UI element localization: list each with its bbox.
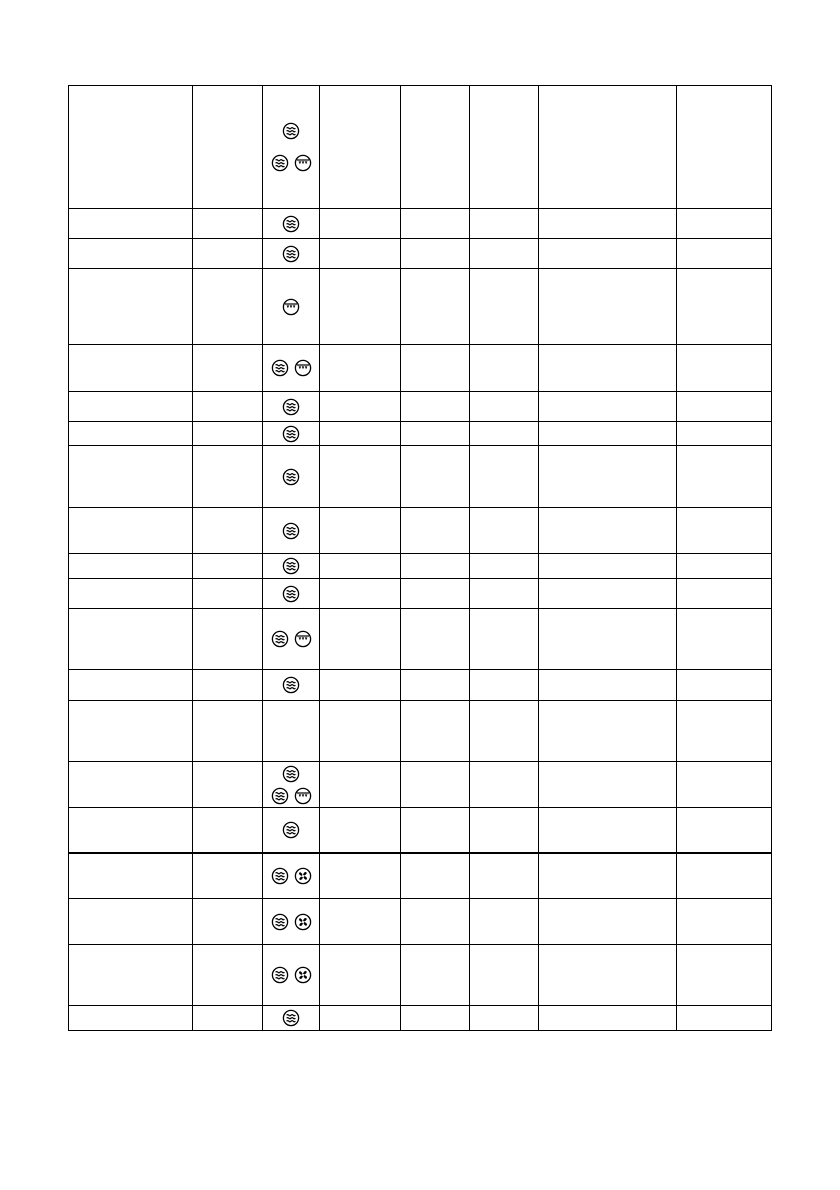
table-cell bbox=[539, 269, 677, 345]
mode-icon-group bbox=[263, 298, 319, 316]
mode-icon-group bbox=[263, 966, 319, 984]
mode-icon-line bbox=[282, 765, 300, 783]
mode-icon-cell bbox=[263, 392, 320, 422]
table-cell bbox=[677, 508, 772, 554]
table-cell bbox=[539, 86, 677, 209]
table-cell bbox=[401, 446, 470, 508]
steam-heat-icon bbox=[282, 522, 300, 540]
settings-table bbox=[68, 85, 772, 1031]
mode-icon-cell bbox=[263, 808, 320, 853]
table-cell bbox=[193, 554, 263, 579]
table-row bbox=[69, 209, 772, 239]
table-cell bbox=[320, 899, 401, 945]
fan-convection-icon bbox=[294, 913, 312, 931]
table-cell bbox=[539, 670, 677, 701]
steam-heat-icon bbox=[282, 585, 300, 603]
table-cell bbox=[193, 579, 263, 609]
table-cell bbox=[539, 579, 677, 609]
mode-icon-group bbox=[263, 867, 319, 885]
moist-drip-icon bbox=[294, 359, 312, 377]
steam-heat-icon bbox=[282, 557, 300, 575]
table-cell bbox=[470, 1006, 539, 1031]
table-cell bbox=[401, 269, 470, 345]
table-row bbox=[69, 762, 772, 808]
table-cell bbox=[677, 899, 772, 945]
moist-drip-icon bbox=[282, 298, 300, 316]
table-cell bbox=[69, 209, 193, 239]
steam-heat-icon bbox=[282, 245, 300, 263]
table-cell bbox=[320, 609, 401, 670]
mode-icon-line bbox=[282, 425, 300, 443]
table-cell bbox=[470, 579, 539, 609]
mode-icon-group bbox=[263, 359, 319, 377]
table-cell bbox=[69, 422, 193, 446]
table-cell bbox=[193, 701, 263, 762]
table-cell bbox=[69, 945, 193, 1006]
moist-drip-icon bbox=[294, 154, 312, 172]
table-cell bbox=[69, 508, 193, 554]
table-cell bbox=[470, 345, 539, 392]
steam-heat-icon bbox=[282, 468, 300, 486]
table-cell bbox=[677, 945, 772, 1006]
table-cell bbox=[193, 345, 263, 392]
table-cell bbox=[677, 86, 772, 209]
table-cell bbox=[193, 808, 263, 853]
table-cell bbox=[470, 269, 539, 345]
table-cell bbox=[401, 554, 470, 579]
table-cell bbox=[401, 508, 470, 554]
table-cell bbox=[539, 239, 677, 269]
mode-icon-cell bbox=[263, 762, 320, 808]
table-cell bbox=[320, 345, 401, 392]
table-cell bbox=[539, 701, 677, 762]
table-cell bbox=[193, 853, 263, 899]
mode-icon-line bbox=[282, 245, 300, 263]
mode-icon-cell bbox=[263, 1006, 320, 1031]
steam-heat-icon bbox=[271, 913, 289, 931]
mode-icon-group bbox=[263, 468, 319, 486]
steam-heat-icon bbox=[282, 1009, 300, 1027]
table-cell bbox=[320, 762, 401, 808]
table-cell bbox=[470, 670, 539, 701]
table-cell bbox=[69, 762, 193, 808]
table-cell bbox=[401, 392, 470, 422]
table-row bbox=[69, 345, 772, 392]
table-cell bbox=[69, 554, 193, 579]
table-cell bbox=[539, 609, 677, 670]
table-cell bbox=[539, 554, 677, 579]
table-row bbox=[69, 422, 772, 446]
table-row bbox=[69, 1006, 772, 1031]
mode-icon-line bbox=[282, 676, 300, 694]
mode-icon-cell bbox=[263, 554, 320, 579]
table-cell bbox=[470, 609, 539, 670]
mode-icon-line bbox=[271, 867, 312, 885]
table-cell bbox=[320, 701, 401, 762]
table-cell bbox=[193, 422, 263, 446]
mode-icon-group bbox=[263, 245, 319, 263]
table-cell bbox=[470, 209, 539, 239]
table-row bbox=[69, 609, 772, 670]
table-cell bbox=[539, 508, 677, 554]
table-cell bbox=[677, 762, 772, 808]
mode-icon-line bbox=[282, 522, 300, 540]
mode-icon-line bbox=[282, 557, 300, 575]
mode-icon-group bbox=[263, 1009, 319, 1027]
table-cell bbox=[193, 209, 263, 239]
table-cell bbox=[320, 239, 401, 269]
mode-icon-line bbox=[271, 966, 312, 984]
table-cell bbox=[320, 392, 401, 422]
table-cell bbox=[677, 1006, 772, 1031]
steam-heat-icon bbox=[282, 122, 300, 140]
mode-icon-group bbox=[263, 585, 319, 603]
table-cell bbox=[677, 269, 772, 345]
table-cell bbox=[539, 392, 677, 422]
mode-icon-group bbox=[263, 557, 319, 575]
mode-icon-line bbox=[271, 154, 312, 172]
mode-icon-cell bbox=[263, 945, 320, 1006]
table-cell bbox=[69, 392, 193, 422]
table-cell bbox=[677, 853, 772, 899]
table-cell bbox=[401, 609, 470, 670]
table-cell bbox=[677, 701, 772, 762]
table-cell bbox=[320, 1006, 401, 1031]
table-cell bbox=[539, 808, 677, 853]
table-cell bbox=[193, 86, 263, 209]
table-cell bbox=[320, 422, 401, 446]
mode-icon-cell bbox=[263, 209, 320, 239]
mode-icon-group bbox=[263, 425, 319, 443]
table-cell bbox=[401, 209, 470, 239]
table-cell bbox=[320, 446, 401, 508]
table-cell bbox=[320, 670, 401, 701]
table-cell bbox=[193, 239, 263, 269]
table-cell bbox=[193, 609, 263, 670]
table-row bbox=[69, 945, 772, 1006]
table-cell bbox=[320, 853, 401, 899]
table-cell bbox=[401, 701, 470, 762]
table-cell bbox=[69, 579, 193, 609]
table-cell bbox=[320, 554, 401, 579]
table-row bbox=[69, 239, 772, 269]
table-cell bbox=[470, 808, 539, 853]
mode-icon-line bbox=[271, 359, 312, 377]
mode-icon-cell bbox=[263, 508, 320, 554]
moist-drip-icon bbox=[294, 630, 312, 648]
table-cell bbox=[539, 446, 677, 508]
mode-icon-cell bbox=[263, 239, 320, 269]
table-cell bbox=[401, 808, 470, 853]
table-cell bbox=[539, 762, 677, 808]
table-cell bbox=[69, 670, 193, 701]
table-cell bbox=[539, 345, 677, 392]
table-cell bbox=[470, 701, 539, 762]
table-cell bbox=[470, 508, 539, 554]
table-cell bbox=[677, 446, 772, 508]
mode-icon-group bbox=[263, 821, 319, 839]
table-cell bbox=[193, 1006, 263, 1031]
steam-heat-icon bbox=[282, 676, 300, 694]
mode-icon-line bbox=[282, 1009, 300, 1027]
table-cell bbox=[320, 508, 401, 554]
table-body bbox=[69, 86, 772, 1031]
steam-heat-icon bbox=[282, 398, 300, 416]
table-cell bbox=[69, 899, 193, 945]
table-cell bbox=[539, 422, 677, 446]
table-cell bbox=[470, 554, 539, 579]
table-cell bbox=[677, 554, 772, 579]
mode-icon-line bbox=[271, 630, 312, 648]
table-cell bbox=[193, 446, 263, 508]
table-cell bbox=[320, 579, 401, 609]
mode-icon-group bbox=[263, 676, 319, 694]
table-cell bbox=[539, 209, 677, 239]
mode-icon-line bbox=[271, 913, 312, 931]
mode-icon-group bbox=[263, 913, 319, 931]
table-cell bbox=[539, 945, 677, 1006]
table-cell bbox=[401, 239, 470, 269]
table-row bbox=[69, 701, 772, 762]
mode-icon-line bbox=[271, 787, 312, 805]
steam-heat-icon bbox=[271, 787, 289, 805]
mode-icon-group bbox=[263, 630, 319, 648]
table-cell bbox=[401, 670, 470, 701]
table-cell bbox=[401, 945, 470, 1006]
table-cell bbox=[69, 609, 193, 670]
mode-icon-cell bbox=[263, 701, 320, 762]
table-cell bbox=[677, 209, 772, 239]
mode-icon-cell bbox=[263, 609, 320, 670]
mode-icon-cell bbox=[263, 422, 320, 446]
table-cell bbox=[470, 899, 539, 945]
table-cell bbox=[401, 762, 470, 808]
table-cell bbox=[401, 422, 470, 446]
table-cell bbox=[401, 1006, 470, 1031]
table-row bbox=[69, 554, 772, 579]
table-cell bbox=[677, 670, 772, 701]
mode-icon-group bbox=[263, 122, 319, 172]
table-cell bbox=[470, 762, 539, 808]
table-cell bbox=[677, 422, 772, 446]
table-cell bbox=[320, 808, 401, 853]
table-cell bbox=[69, 446, 193, 508]
table-cell bbox=[69, 86, 193, 209]
steam-heat-icon bbox=[271, 966, 289, 984]
mode-icon-group bbox=[263, 765, 319, 805]
table-row bbox=[69, 392, 772, 422]
table-cell bbox=[69, 701, 193, 762]
table-cell bbox=[193, 945, 263, 1006]
table-row bbox=[69, 808, 772, 853]
table-cell bbox=[539, 1006, 677, 1031]
mode-icon-group bbox=[263, 215, 319, 233]
table-cell bbox=[677, 392, 772, 422]
table-cell bbox=[401, 86, 470, 209]
fan-convection-icon bbox=[294, 867, 312, 885]
mode-icon-cell bbox=[263, 579, 320, 609]
table-row bbox=[69, 446, 772, 508]
table-cell bbox=[69, 808, 193, 853]
table-cell bbox=[401, 899, 470, 945]
table-cell bbox=[69, 345, 193, 392]
steam-heat-icon bbox=[271, 359, 289, 377]
mode-icon-cell bbox=[263, 269, 320, 345]
steam-heat-icon bbox=[271, 630, 289, 648]
table-cell bbox=[677, 239, 772, 269]
mode-icon-line bbox=[282, 398, 300, 416]
table-cell bbox=[677, 579, 772, 609]
mode-icon-line bbox=[282, 821, 300, 839]
table-cell bbox=[470, 446, 539, 508]
table-row bbox=[69, 670, 772, 701]
table-row bbox=[69, 269, 772, 345]
mode-icon-group bbox=[263, 398, 319, 416]
steam-heat-icon bbox=[271, 867, 289, 885]
moist-drip-icon bbox=[294, 787, 312, 805]
steam-heat-icon bbox=[271, 154, 289, 172]
table-cell bbox=[539, 853, 677, 899]
table-cell bbox=[539, 899, 677, 945]
mode-icon-line bbox=[282, 585, 300, 603]
table-cell bbox=[69, 1006, 193, 1031]
steam-heat-icon bbox=[282, 425, 300, 443]
table-cell bbox=[193, 392, 263, 422]
table-cell bbox=[401, 345, 470, 392]
mode-icon-cell bbox=[263, 345, 320, 392]
mode-icon-group bbox=[263, 522, 319, 540]
fan-convection-icon bbox=[294, 966, 312, 984]
table-cell bbox=[677, 808, 772, 853]
table-cell bbox=[677, 609, 772, 670]
table-cell bbox=[320, 86, 401, 209]
table-cell bbox=[677, 345, 772, 392]
mode-icon-cell bbox=[263, 446, 320, 508]
steam-heat-icon bbox=[282, 765, 300, 783]
table-cell bbox=[470, 392, 539, 422]
table-cell bbox=[69, 239, 193, 269]
mode-icon-line bbox=[282, 215, 300, 233]
mode-icon-cell bbox=[263, 853, 320, 899]
table-row bbox=[69, 899, 772, 945]
table-cell bbox=[69, 853, 193, 899]
table-cell bbox=[401, 579, 470, 609]
table-cell bbox=[193, 269, 263, 345]
table-cell bbox=[193, 508, 263, 554]
table-cell bbox=[320, 209, 401, 239]
table-row bbox=[69, 508, 772, 554]
table-cell bbox=[470, 853, 539, 899]
mode-icon-cell bbox=[263, 670, 320, 701]
steam-heat-icon bbox=[282, 215, 300, 233]
table-cell bbox=[193, 762, 263, 808]
table-cell bbox=[470, 239, 539, 269]
mode-icon-cell bbox=[263, 86, 320, 209]
table-cell bbox=[470, 422, 539, 446]
mode-icon-line bbox=[282, 468, 300, 486]
steam-heat-icon bbox=[282, 821, 300, 839]
table-cell bbox=[470, 945, 539, 1006]
table-cell bbox=[470, 86, 539, 209]
table-row bbox=[69, 579, 772, 609]
mode-icon-cell bbox=[263, 899, 320, 945]
mode-icon-line bbox=[282, 298, 300, 316]
table-row bbox=[69, 86, 772, 209]
table-cell bbox=[320, 269, 401, 345]
table-cell bbox=[320, 945, 401, 1006]
table-cell bbox=[193, 670, 263, 701]
table-cell bbox=[193, 899, 263, 945]
mode-icon-line bbox=[282, 122, 300, 140]
table-cell bbox=[401, 853, 470, 899]
table-row bbox=[69, 853, 772, 899]
table-cell bbox=[69, 269, 193, 345]
